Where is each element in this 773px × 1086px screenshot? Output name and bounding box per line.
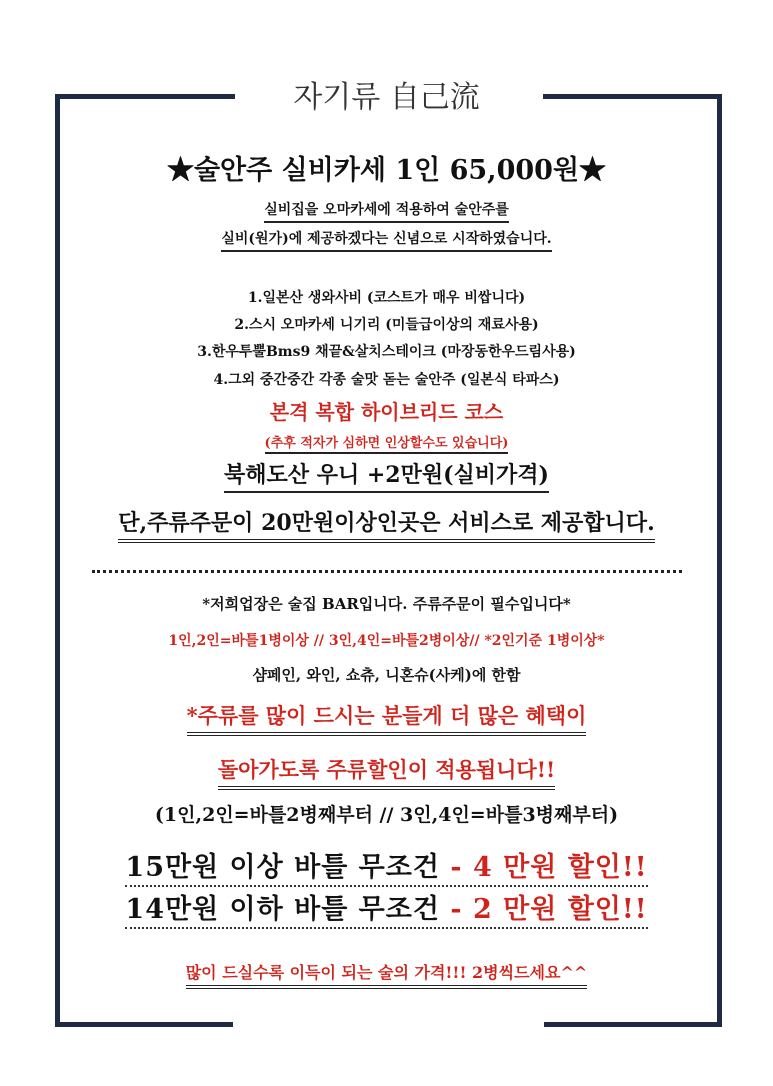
discount-label-1: 15만원 이상 바틀 무조건 (125, 852, 440, 883)
service-line-text: 단,주류주문이 20만원이상인곳은 서비스로 제공합니다. (118, 506, 654, 543)
course-note-text: (추후 적자가 심하면 인상할수도 있습니다) (265, 432, 509, 454)
service-line (0, 506, 773, 543)
course-title: 본격 복합 하이브리드 코스 (269, 400, 504, 424)
menu-item-2: 2.스시 오마카세 니기리 (미들급이상의 재료사용) (234, 317, 539, 333)
frame-bottom-left (55, 1022, 233, 1027)
course-note (0, 432, 773, 454)
discount-row-2 (0, 887, 773, 929)
menu-item-1: 1.일본산 생와사비 (코스트가 매우 비쌉니다) (247, 290, 526, 306)
benefit-text-1: *주류를 많이 드시는 분들게 더 많은 혜택이 (187, 700, 587, 736)
uni-line-text: 북해도산 우니 +2만원(실비가격) (224, 458, 549, 493)
discount-value-1: - 4 만원 할인!! (450, 852, 648, 883)
main-title: ★술안주 실비카세 1인 65,000원★ (166, 155, 607, 186)
discount-value-2: - 2 만원 할인!! (450, 894, 648, 925)
dotted-separator (92, 570, 682, 573)
closing-line (0, 960, 773, 989)
intro-text-2: 실비(원가)에 제공하겠다는 신념으로 시작하였습니다. (221, 228, 551, 252)
discount-label-2: 14만원 이하 바틀 무조건 (125, 894, 440, 925)
benefit-line-2 (0, 754, 773, 790)
closing-text: 많이 드실수록 이득이 되는 술의 가격!!! 2병씩드세요^^ (186, 960, 588, 989)
frame-bottom-right (544, 1022, 722, 1027)
bottle-rule: 1인,2인=바틀1병이상 // 3인,4인=바틀2병이상// *2인기준 1병이상* (168, 633, 605, 649)
bar-notice: *저희업장은 술집 BAR입니다. 주류주문이 필수입니다* (202, 595, 571, 613)
page-title: 자기류 自己流 (293, 80, 480, 115)
benefit-line-1 (0, 700, 773, 736)
intro-line-1 (0, 199, 773, 223)
uni-line (0, 458, 773, 493)
menu-item-3: 3.한우투뿔Bms9 채끝&살치스테이크 (마장동한우드림사용) (197, 344, 576, 360)
intro-text-1: 실비집을 오마카세에 적용하여 술안주를 (264, 199, 509, 223)
drink-types: 샴페인, 와인, 쇼츄, 니혼슈(사케)에 한함 (252, 666, 521, 684)
benefit-text-2: 돌아가도록 주류할인이 적용됩니다!! (218, 754, 555, 790)
intro-line-2 (0, 228, 773, 252)
menu-item-4: 4.그외 중간중간 각종 술맛 돋는 술안주 (일본식 타파스) (213, 372, 560, 388)
discount-row-1 (0, 845, 773, 887)
bottle-count: (1인,2인=바틀2병째부터 // 3인,4인=바틀3병째부터) (154, 804, 619, 826)
